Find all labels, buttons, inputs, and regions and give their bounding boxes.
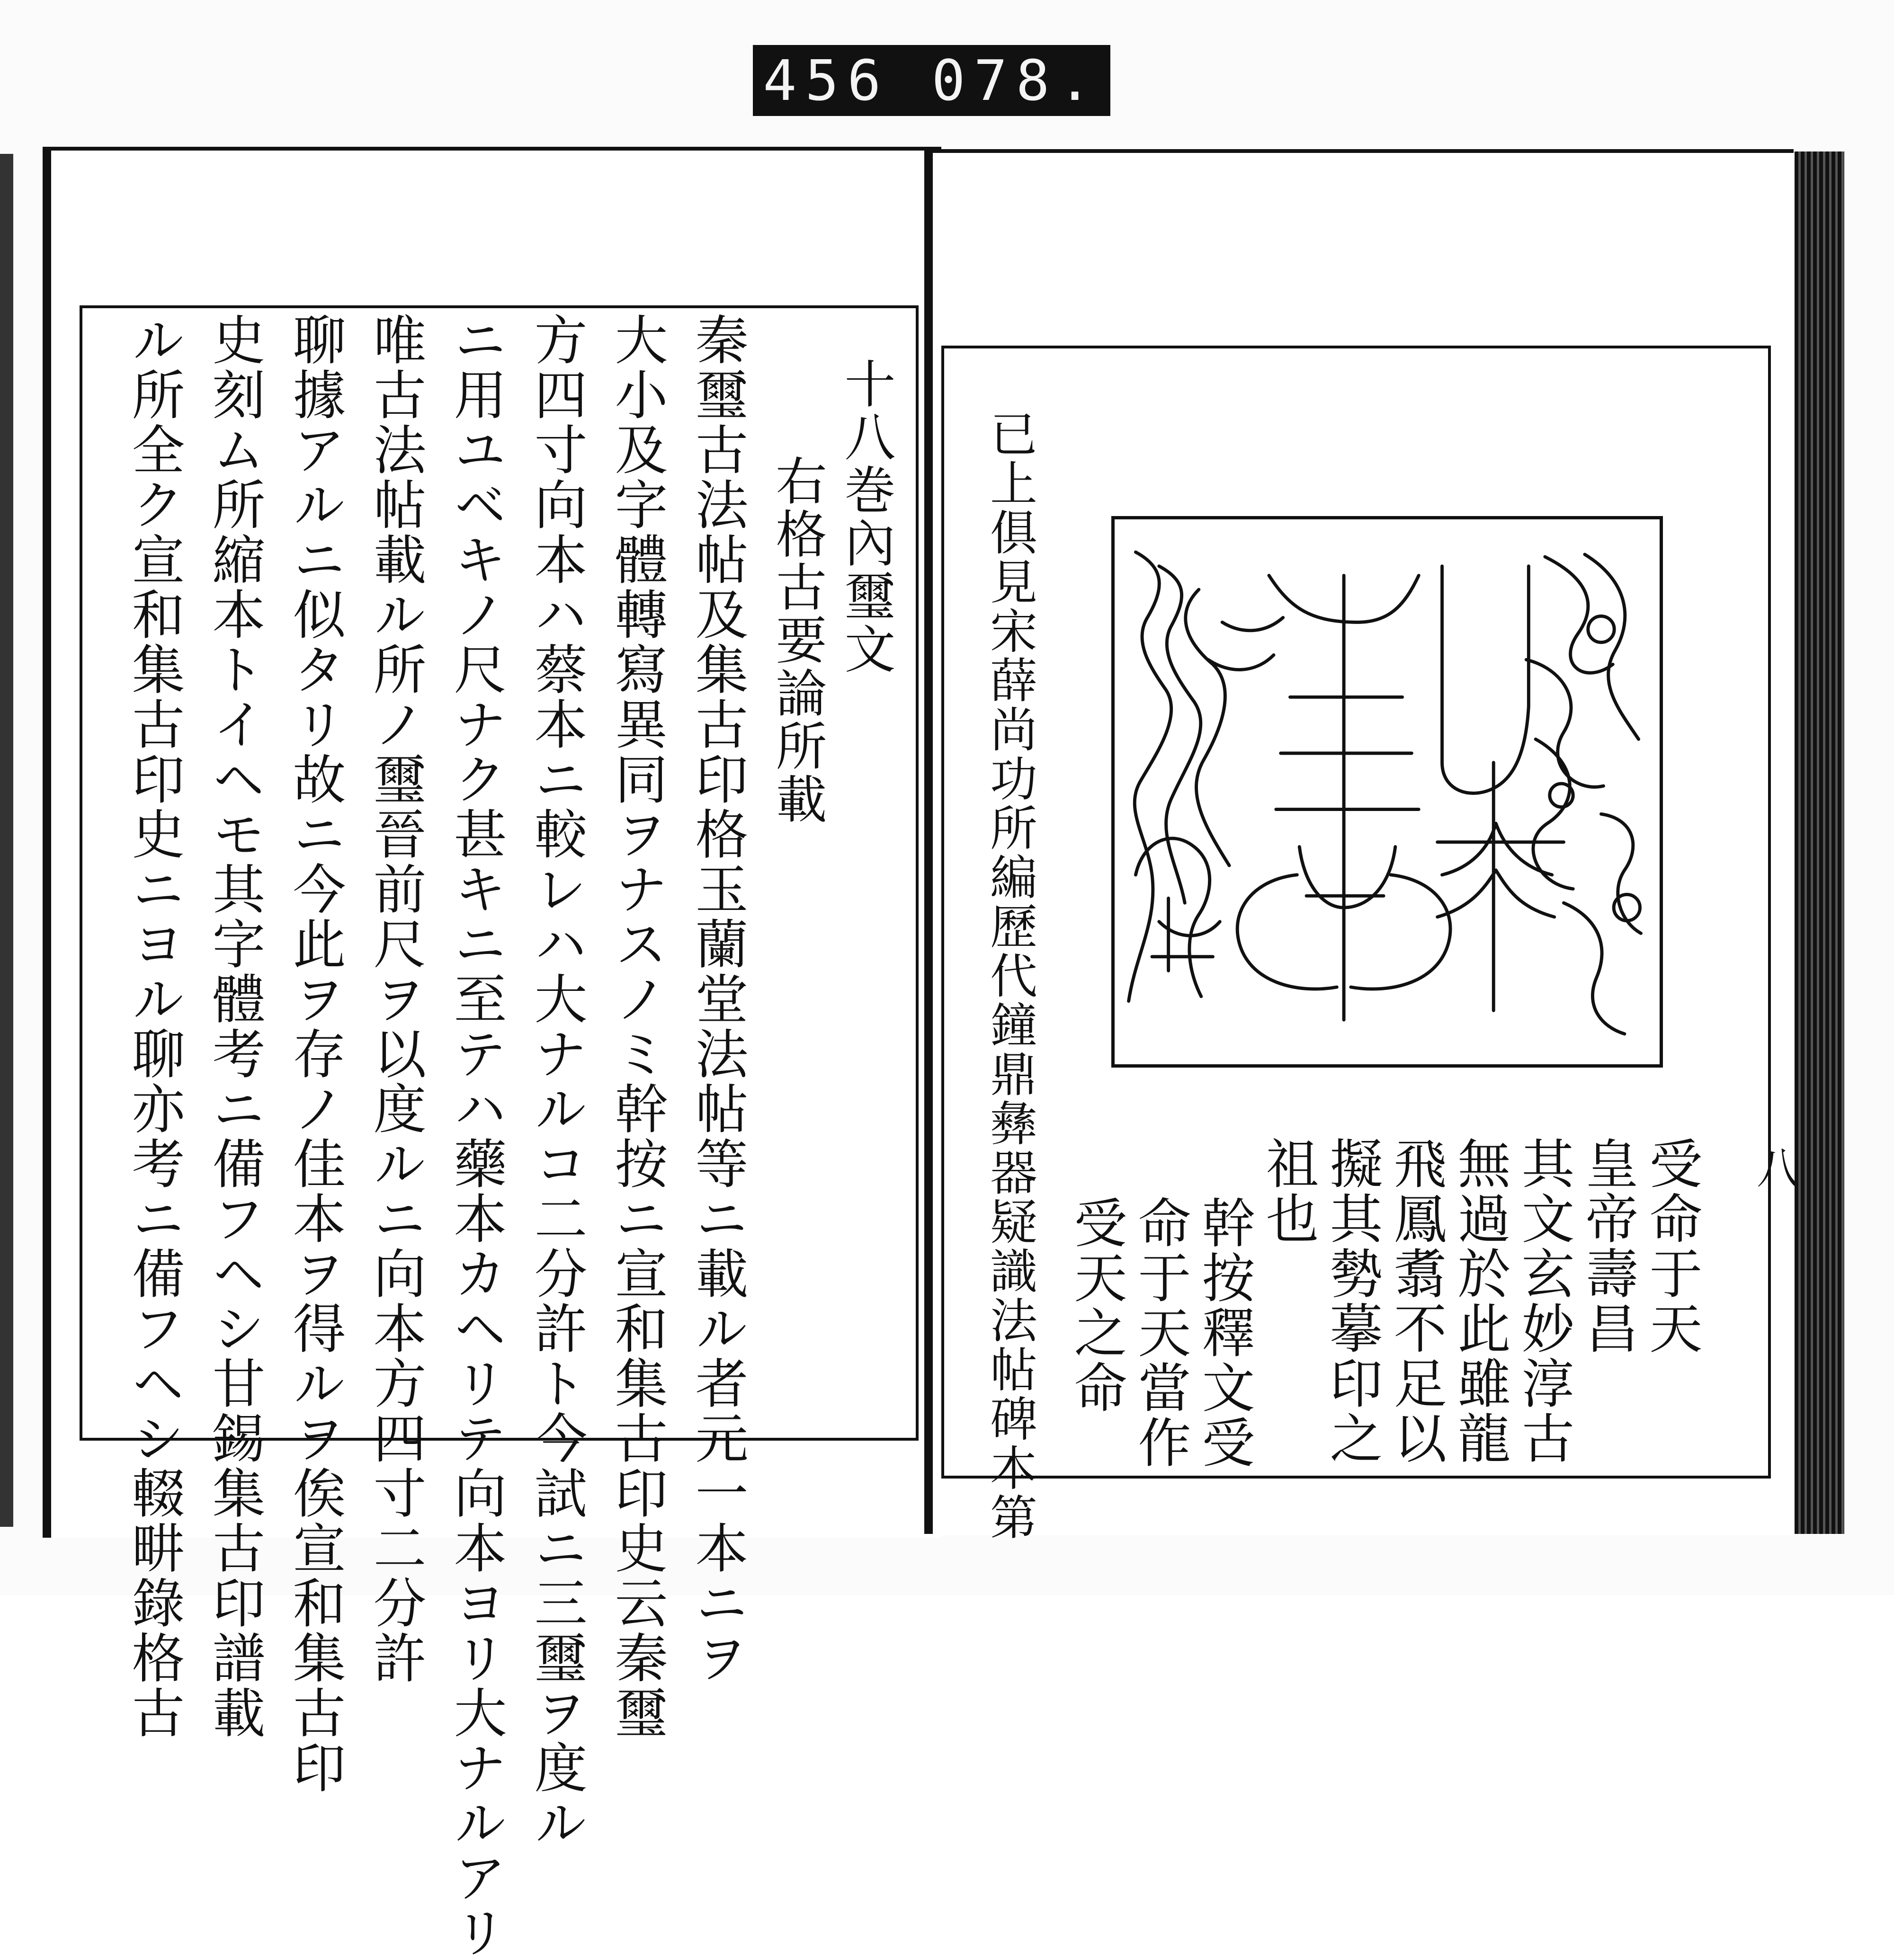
caption-column-9: 命于天當作: [1129, 1195, 1191, 1470]
left-column-4: ニ用ユベキノ尺ナク甚キニ至テハ藥本カヘリテ向本ヨリ大ナルアリ: [445, 312, 507, 1960]
left-column-8: ル所全ク宣和集古印史ニヨル聊亦考ニ備フヘシ輟畊錄格古: [123, 312, 185, 1740]
book-spine: [924, 147, 933, 1534]
left-column-1: 秦璽古法帖及集古印格玉蘭堂法帖等ニ載ル者元一本ニヲ: [687, 312, 748, 1685]
seal-image: [1111, 516, 1663, 1068]
caption-column-10: 受天之命: [1065, 1195, 1127, 1415]
page-stack-edge: [1795, 151, 1844, 1534]
left-heading: 十八巻內璽文: [836, 357, 895, 676]
caption-column-5: 飛鳳翥不足以: [1385, 1136, 1447, 1466]
left-column-5: 唯古法帖載ル所ノ璽晉前尺ヲ以度ルニ向本方四寸二分許: [365, 312, 426, 1685]
right-intro-column: 已上俱見宋薛尚功所編歷代鐘鼎彝器疑識法帖碑本第: [982, 410, 1037, 1542]
left-book-edge: [0, 154, 13, 1527]
caption-column-1: 受命于天: [1641, 1136, 1702, 1356]
caption-column-7: 祖也: [1257, 1136, 1319, 1246]
archive-label: 456 078.: [753, 45, 1110, 116]
left-column-2: 大小及字體轉寫異同ヲナスノミ幹按ニ宣和集古印史云秦璽: [606, 312, 668, 1740]
left-column-7: 史刻ム所縮本トイヘモ其字體考ニ備フヘシ甘錫集古印譜載: [204, 312, 265, 1740]
left-subheading: 右格古要論所載: [767, 454, 826, 826]
caption-column-2: 皇帝壽昌: [1577, 1136, 1638, 1356]
page-number: 八: [1757, 1144, 1799, 1194]
left-column-3: 方四寸向本ハ蔡本ニ較レハ大ナルコ二分許ト今試ニ三璽ヲ度ル: [526, 312, 587, 1850]
left-column-6: 聊據アルニ似タリ故ニ今此ヲ存ノ佳本ヲ得ルヲ俟宣和集古印: [284, 312, 346, 1795]
caption-column-3: 其文玄妙淳古: [1513, 1136, 1574, 1466]
caption-column-4: 無過於此雖龍: [1449, 1136, 1510, 1466]
caption-column-8: 幹按釋文受: [1193, 1195, 1255, 1470]
caption-column-6: 擬其勢摹印之: [1321, 1136, 1383, 1466]
